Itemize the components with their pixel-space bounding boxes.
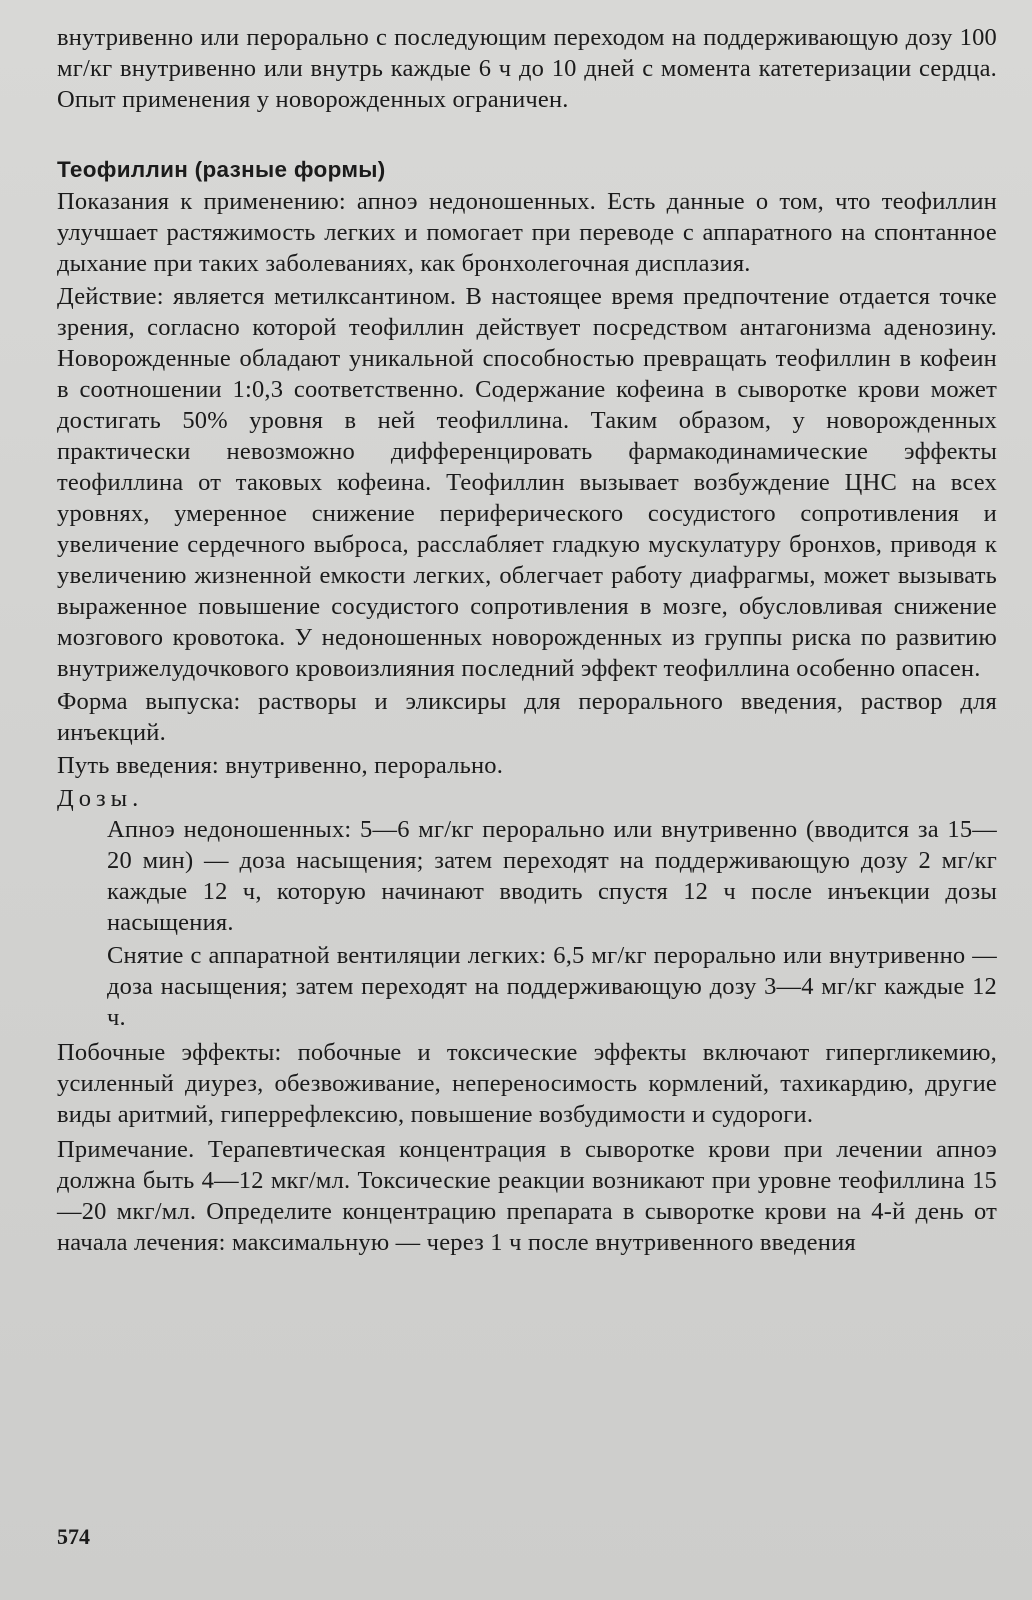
form-paragraph: Форма выпуска: растворы и эликсиры для перорального введения, раствор для инъекций. [57,688,997,746]
action-paragraph: Действие: является метилксантином. В настоящее время предпочтение отдается точке зрения, согласно которой теофиллин действует посредством антагонизма аденозину. Новорожденные обладают уникальной способностью превращать теофиллин в кофеин в соотношении 1:0,3 соответственно. Содержание кофеина в сыворотке крови может достигать 50% уровня в ней теофиллина. Таким образом, у новорожденных практически невозможно дифференцировать фармакодинамические эффекты теофиллина от таковых кофеина. Теофиллин вызывает возбуждение ЦНС на всех уровнях, умеренное снижение периферического сосудистого сопротивления и увеличение сердечного выброса, расслабляет гладкую мускулатуру бронхов, приводя к увеличению жизненной емкости легких, облегчает работу диафрагмы, может вызывать выраженное повышение сосудистого сопротивления в мозге, обусловливая снижение мозгового кровотока. У недоношенных новорожденных из группы риска по развитию внутрижелудочкового кровоизлияния последний эффект теофиллина особенно опасен. [57,283,997,682]
intro-paragraph: внутривенно или перорально с последующим переходом на поддерживающую дозу 100 мг/кг внутривенно или внутрь каждые 6 ч до 10 дней с момента катетеризации сердца. Опыт применения у новорожденных ограничен. [57,24,997,113]
side-effects-paragraph: Побочные эффекты: побочные и токсические эффекты включают гипергликемию, усиленный диурез, обезвоживание, непереносимость кормлений, тахикардию, другие виды аритмий, гиперрефлексию, повышение возбудимости и судороги. [57,1039,997,1128]
text-column [57,22,997,1258]
dose-weaning-paragraph: Снятие с аппаратной вентиляции легких: 6,5 мг/кг перорально или внутривенно — доза насыщения; затем переходят на поддерживающую дозу 3—4 мг/кг каждые 12 ч. [107,942,997,1031]
section-heading: Теофиллин (разные формы) [57,157,386,182]
indications-paragraph: Показания к применению: апноэ недоношенных. Есть данные о том, что теофиллин улучшает растяжимость легких и помогает при переводе с аппаратного на спонтанное дыхание при таких заболеваниях, как бронхолегочная дисплазия. [57,188,997,277]
route-paragraph: Путь введения: внутривенно, перорально. [57,752,504,779]
dose-apnea-paragraph: Апноэ недоношенных: 5—6 мг/кг перорально или внутривенно (вводится за 15—20 мин) — доза насыщения; затем переходят на поддерживающую дозу 2 мг/кг каждые 12 ч, которую начинают вводить спустя 12 ч после инъекции дозы насыщения. [107,816,997,936]
doses-label: Дозы. [57,785,144,812]
page-number: 574 [57,1524,90,1549]
note-paragraph: Примечание. Терапевтическая концентрация в сыворотке крови при лечении апноэ должна быть 4—12 мкг/мл. Токсические реакции возникают при уровне теофиллина 15—20 мкг/мл. Определите концентрацию препарата в сыворотке крови на 4-й день от начала лечения: максимальную — через 1 ч после внутривенного введения [57,1136,997,1256]
